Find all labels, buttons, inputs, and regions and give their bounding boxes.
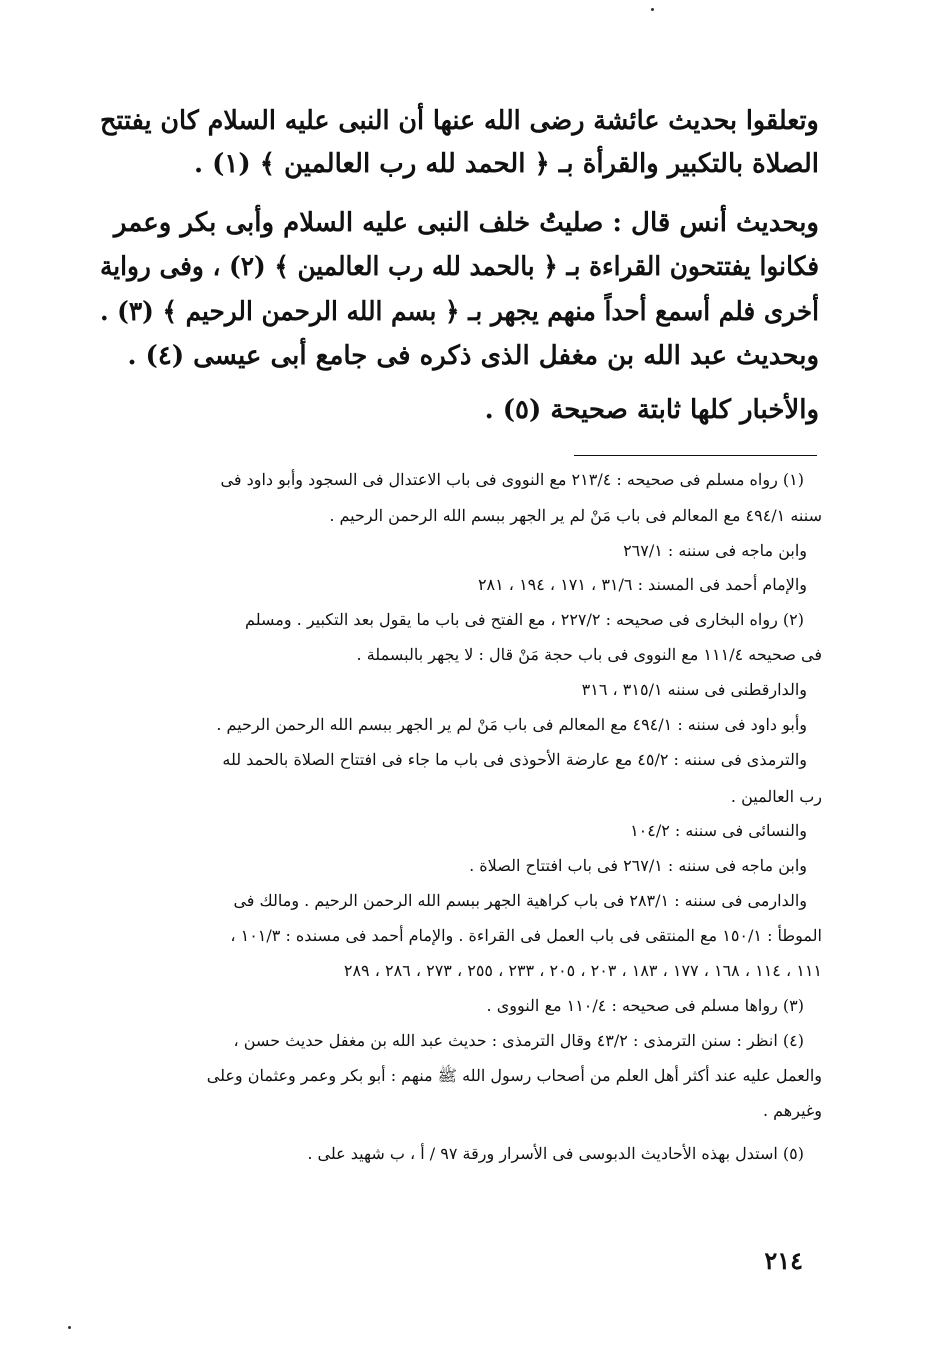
main-line-5: أخرى فلم أسمع أحداً منهم يجهر بـ ﴿ بسم الله الرحمن الرحيم ﴾ (٣) . [99, 297, 819, 327]
scan-speck [651, 8, 654, 11]
footnote-line: (٢) رواه البخارى فى صحيحه : ٢٢٧/٢ ، مع الفتح فى باب ما يقول بعد التكبير . ومسلم [245, 610, 804, 629]
footnote-line: وأبو داود فى سننه : ٤٩٤/١ مع المعالم فى باب مَنْ لم ير الجهر ببسم الله الرحمن الرحيم . [216, 715, 807, 734]
footnote-line: وغيرهم . [762, 1101, 822, 1120]
footnote-line: سننه ٤٩٤/١ مع المعالم فى باب مَنْ لم ير الجهر ببسم الله الرحمن الرحيم . [329, 506, 822, 525]
footnote-line: والترمذى فى سننه : ٤٥/٢ مع عارضة الأحوذى فى باب ما جاء فى افتتاح الصلاة بالحمد لله [222, 750, 807, 769]
main-line-2: الصلاة بالتكبير والقرأة بـ ﴿ الحمد لله رب العالمين ﴾ (١) . [193, 149, 819, 179]
main-line-6: وبحديث عبد الله بن مغفل الذى ذكره فى جامع أبى عيسى (٤) . [127, 341, 819, 371]
footnote-line: الموطأ : ١٥٠/١ مع المنتقى فى باب العمل فى القراءة . والإمام أحمد فى مسنده : ١٠١/٣ ، [230, 926, 822, 945]
footnote-separator [574, 455, 817, 456]
main-line-4: فكانوا يفتتحون القراءة بـ ﴿ بالحمد لله رب العالمين ﴾ (٢) ، وفى رواية [99, 252, 819, 282]
footnote-line: والدارمى فى سننه : ٢٨٣/١ فى باب كراهية الجهر ببسم الله الرحمن الرحيم . ومالك فى [233, 891, 807, 910]
footnote-line: رب العالمين . [730, 787, 822, 806]
main-line-3: وبحديث أنس قال : صليتُ خلف النبى عليه السلام وأبى بكر وعمر [113, 208, 819, 238]
footnote-line: والدارقطنى فى سننه ٣١٥/١ ، ٣١٦ [581, 680, 807, 699]
footnote-line: وابن ماجه فى سننه : ٢٦٧/١ [623, 541, 807, 560]
footnote-line: والنسائى فى سننه : ١٠٤/٢ [630, 821, 807, 840]
main-line-7: والأخبار كلها ثابتة صحيحة (٥) . [484, 395, 819, 425]
footnote-line: (٣) رواها مسلم فى صحيحه : ١١٠/٤ مع النووى . [486, 996, 804, 1015]
main-line-1: وتعلقوا بحديث عائشة رضى الله عنها أن النبى عليه السلام كان يفتتح [100, 106, 819, 136]
footnote-line: (١) رواه مسلم فى صحيحه : ٢١٣/٤ مع النووى فى باب الاعتدال فى السجود وأبو داود فى [220, 470, 804, 489]
page-number: ٢١٤ [764, 1246, 803, 1275]
footnote-line: فى صحيحه ١١١/٤ مع النووى فى باب حجة مَنْ قال : لا يجهر بالبسملة . [356, 645, 822, 664]
footnote-line: وابن ماجه فى سننه : ٢٦٧/١ فى باب افتتاح الصلاة . [469, 856, 807, 875]
footnote-line: (٥) استدل بهذه الأحاديث الدبوسى فى الأسرار ورقة ٩٧ / أ ، ب شهيد على . [307, 1144, 804, 1163]
footnote-line: والعمل عليه عند أكثر أهل العلم من أصحاب رسول الله ﷺ منهم : أبو بكر وعمر وعثمان وعلى [206, 1066, 822, 1085]
scan-speck [68, 1326, 71, 1329]
footnote-line: (٤) انظر : سنن الترمذى : ٤٣/٢ وقال الترمذى : حديث عبد الله بن مغفل حديث حسن ، [233, 1031, 804, 1050]
footnote-line: ١١١ ، ١١٤ ، ١٦٨ ، ١٧٧ ، ١٨٣ ، ٢٠٣ ، ٢٠٥ ، ٢٣٣ ، ٢٥٥ ، ٢٧٣ ، ٢٨٦ ، ٢٨٩ [343, 961, 822, 980]
footnote-line: والإمام أحمد فى المسند : ٣١/٦ ، ١٧١ ، ١٩٤ ، ٢٨١ [477, 575, 807, 594]
